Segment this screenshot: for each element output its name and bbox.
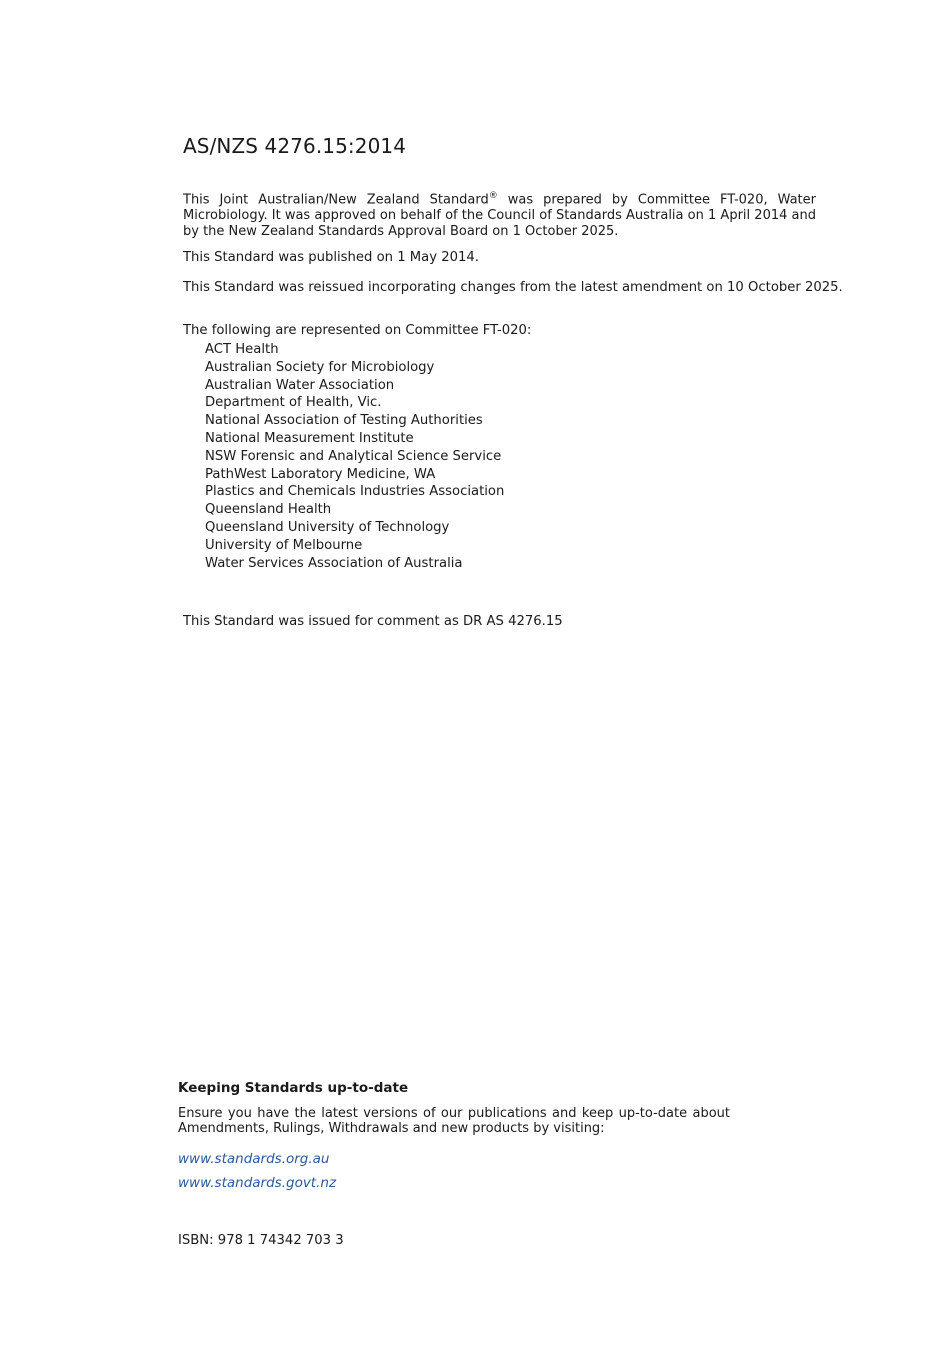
- committee-member: Australian Society for Microbiology: [205, 359, 435, 375]
- standards-nz-link[interactable]: www.standards.govt.nz: [178, 1175, 337, 1191]
- reissued-statement: This Standard was reissued incorporating changes from the latest amendment on 10 October 2025.: [183, 280, 843, 295]
- standard-title: AS/NZS 4276.15:2014: [183, 134, 407, 158]
- registered-mark: ®: [488, 191, 498, 201]
- standards-australia-link[interactable]: www.standards.org.au: [178, 1151, 330, 1167]
- approval-paragraph: [183, 188, 816, 240]
- published-statement: This Standard was published on 1 May 2014.: [183, 250, 479, 265]
- committee-member: National Measurement Institute: [205, 430, 414, 446]
- committee-member: National Association of Testing Authorities: [205, 413, 483, 429]
- committee-representation-heading: The following are represented on Committee FT-020:: [183, 323, 532, 338]
- committee-member: University of Melbourne: [205, 537, 363, 553]
- committee-member: Queensland University of Technology: [205, 519, 450, 535]
- keeping-up-to-date-text: Ensure you have the latest versions of our publications and keep up-to-date about Amendments, Rulings, Withdrawals and new products by visiting:: [178, 1106, 730, 1136]
- committee-member: Plastics and Chemicals Industries Association: [205, 484, 505, 500]
- committee-member: NSW Forensic and Analytical Science Service: [205, 448, 502, 464]
- draft-comment-note: This Standard was issued for comment as DR AS 4276.15: [183, 614, 563, 629]
- keeping-up-to-date-section: [178, 1080, 730, 1136]
- intro-text-end: was prepared by Committee FT-020, Water Microbiology. It was approved on behalf of the Council of Standards Australia on 1 April 2014 and by the New Zealand Standards Approval Board on 1 October 2025.: [183, 192, 816, 240]
- intro-text-start: This Joint Australian/New Zealand Standard: [183, 192, 489, 208]
- isbn: ISBN: 978 1 74342 703 3: [178, 1233, 344, 1248]
- committee-member: Australian Water Association: [205, 377, 395, 393]
- committee-member-list: [205, 341, 504, 572]
- keeping-up-to-date-heading: Keeping Standards up-to-date: [178, 1080, 409, 1096]
- committee-member: Department of Health, Vic.: [205, 395, 382, 411]
- committee-member: ACT Health: [205, 342, 279, 357]
- committee-member: Water Services Association of Australia: [205, 555, 463, 571]
- committee-member: Queensland Health: [205, 502, 332, 518]
- committee-member: PathWest Laboratory Medicine, WA: [205, 466, 436, 482]
